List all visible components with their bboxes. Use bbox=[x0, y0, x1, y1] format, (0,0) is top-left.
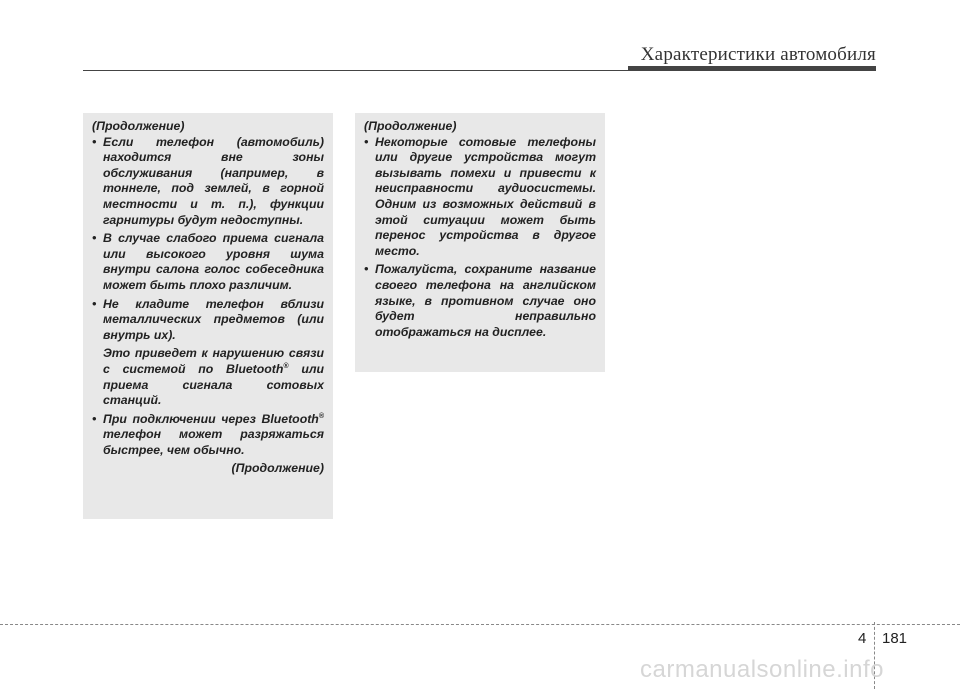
paragraph-text: Это приведет к нарушению связи с системой по Bluetooth bbox=[103, 346, 324, 376]
watermark: carmanualsonline.info bbox=[640, 656, 884, 683]
list-item bbox=[364, 135, 596, 260]
bullet-icon: • bbox=[92, 411, 97, 426]
list-item bbox=[92, 412, 324, 459]
page-number: 181 bbox=[882, 630, 908, 647]
page-header-title: Характеристики автомобиля bbox=[640, 44, 876, 65]
list-item-paragraph bbox=[92, 346, 324, 408]
header-rule-accent bbox=[628, 66, 876, 71]
note-box-left bbox=[83, 113, 333, 519]
bullet-icon: • bbox=[92, 134, 97, 149]
registered-mark: ® bbox=[283, 362, 289, 370]
list-item-text: Некоторые сотовые телефоны или другие устройства могут вызывать помехи и привести к неисправности аудиосистемы. Одним из возможных действий в этой ситуации может быть перенос устройства в другое место. bbox=[375, 134, 596, 258]
continued-label-bottom: (Продолжение) bbox=[231, 461, 324, 476]
bullet-icon: • bbox=[364, 134, 369, 149]
note-list bbox=[92, 135, 324, 459]
paragraph-text: или приема сигнала сотовых станций. bbox=[103, 361, 324, 408]
note-list bbox=[364, 135, 596, 341]
list-item bbox=[92, 231, 324, 293]
list-item-text: В случае слабого приема сигнала или высокого уровня шума внутри салона голос собеседника может быть плохо различим. bbox=[103, 231, 324, 292]
bullet-icon: • bbox=[364, 262, 369, 277]
list-item-text: Пожалуйста, сохраните название своего телефона на английском языке, в противном случае оно будет неправильно отображаться на дисплее. bbox=[375, 262, 596, 339]
footer-rule bbox=[0, 624, 960, 625]
bullet-icon: • bbox=[92, 231, 97, 246]
list-item-text: телефон может разряжаться быстрее, чем обычно. bbox=[103, 427, 324, 457]
list-item bbox=[364, 262, 596, 340]
continued-label: (Продолжение) bbox=[364, 119, 457, 133]
list-item bbox=[92, 297, 324, 344]
list-item-text: Если телефон (автомобиль) находится вне зоны обслуживания (например, в тоннеле, под землей, в горной местности и т. п.), функции гарнитуры будут недоступны. bbox=[103, 134, 324, 227]
continued-label: (Продолжение) bbox=[92, 119, 185, 133]
list-item-text: При подключении через Bluetooth bbox=[103, 411, 319, 426]
list-item-text: Не кладите телефон вблизи металлических предметов (или внутрь их). bbox=[103, 296, 324, 342]
list-item bbox=[92, 135, 324, 229]
chapter-number: 4 bbox=[858, 630, 867, 647]
note-box-right bbox=[355, 113, 605, 372]
registered-mark: ® bbox=[318, 412, 324, 420]
bullet-icon: • bbox=[92, 296, 97, 311]
